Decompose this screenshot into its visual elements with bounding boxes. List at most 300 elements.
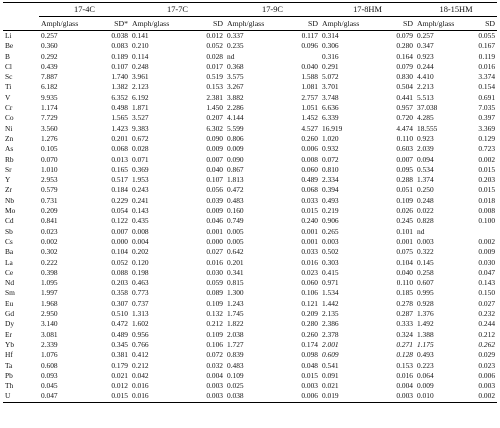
table-row (3, 144, 497, 154)
sd-value: 0.090 (206, 133, 223, 143)
sd-value: 0.068 (301, 185, 318, 195)
sd-value: 0.048 (301, 360, 318, 370)
sd-value: 0.307 (111, 298, 128, 308)
amph-glass-value: 2.001 (322, 339, 339, 349)
amph-glass-value: 5.513 (417, 92, 434, 102)
sd-value: 2.757 (301, 92, 318, 102)
amph-glass-value: 0.064 (417, 370, 434, 380)
table-row (3, 247, 497, 257)
sd-value: 1.450 (206, 103, 223, 113)
amph-glass-value: 0.314 (322, 31, 339, 40)
sd-value: 2.381 (206, 92, 223, 102)
sd-value: 1.051 (301, 103, 318, 113)
amph-glass-value: 0.303 (322, 257, 339, 267)
amph-glass-value: 0.291 (322, 61, 339, 71)
amph-glass-value: 0.028 (132, 144, 149, 154)
sd-header: SD (308, 19, 318, 28)
amph-glass-value: 1.813 (227, 175, 244, 185)
sd-value: 0.165 (111, 164, 128, 174)
sd-value: 4.527 (301, 123, 318, 133)
sd-value: 0.324 (396, 329, 414, 339)
amph-glass-value: 0.810 (322, 164, 339, 174)
sd-value: 0.271 (396, 339, 414, 349)
table-row (3, 309, 497, 319)
amph-glass-value: 1.953 (132, 175, 149, 185)
sd-value: 0.033 (301, 247, 318, 257)
amph-glass-value: 16.919 (322, 123, 343, 133)
table-row (3, 299, 497, 309)
sd-value: 0.229 (111, 195, 128, 205)
table-row (3, 82, 497, 92)
amph-glass-value: 4.144 (227, 113, 244, 123)
sd-value: 0.345 (111, 339, 128, 349)
sd-value: 0.107 (111, 61, 128, 71)
amph-glass-value: 0.316 (322, 51, 339, 61)
sd-value: 0.143 (478, 278, 496, 288)
sd-value: 0.030 (206, 267, 223, 277)
element-symbol: Y (5, 175, 11, 185)
table-row (3, 93, 497, 103)
amph-glass-value: nd (227, 51, 235, 61)
amph-glass-value: 0.243 (132, 185, 149, 195)
amph-glass-header: Amph/glass (227, 19, 265, 28)
element-symbol: Eu (5, 298, 14, 308)
sd-value: 0.117 (301, 31, 318, 40)
sd-value: 0.002 (454, 391, 497, 402)
table-row (3, 175, 497, 185)
sd-value: 0.153 (206, 82, 223, 92)
amph-glass-value: 0.995 (417, 288, 434, 298)
amph-glass-value: 5.599 (227, 123, 244, 133)
table-row (3, 278, 497, 288)
amph-glass-value: 0.766 (132, 339, 149, 349)
table-row (3, 155, 497, 165)
sd-value: 0.381 (111, 350, 128, 360)
element-symbol: Yb (5, 339, 15, 349)
sample-header-17-8HM: 17-8HM (320, 3, 415, 17)
sd-value: 0.489 (111, 329, 128, 339)
sd-value: 0.003 (301, 381, 318, 391)
amph-glass-value: 7.887 (41, 72, 58, 82)
amph-glass-value: nd (417, 226, 425, 236)
element-symbol: U (3, 391, 39, 402)
amph-glass-value: 0.415 (322, 267, 339, 277)
sd-value: 0.288 (396, 175, 414, 185)
amph-glass-value: 2.123 (132, 82, 149, 92)
sd-value: 0.358 (111, 288, 128, 298)
amph-glass-value: 0.008 (132, 226, 149, 236)
amph-glass-value: 0.091 (322, 370, 339, 380)
amph-glass-value: 0.502 (322, 247, 339, 257)
sd-value: 0.280 (396, 41, 414, 51)
element-symbol: Cd (5, 216, 14, 226)
sd-value: 0.016 (478, 61, 496, 71)
amph-glass-value: 0.141 (132, 31, 149, 40)
sd-value: 0.691 (478, 92, 496, 102)
element-symbol: Be (5, 41, 14, 51)
sd-value: 0.038 (111, 31, 128, 40)
element-symbol: Li (5, 31, 12, 40)
sd-value: 0.079 (396, 61, 414, 71)
table-row (3, 196, 497, 206)
sd-value: 0.203 (111, 278, 128, 288)
table-row (3, 165, 497, 175)
table-row (3, 381, 497, 391)
sd-value: 0.510 (111, 309, 128, 319)
amph-glass-value: 0.019 (320, 391, 372, 402)
amph-glass-value: 0.244 (417, 61, 434, 71)
sd-value: 0.179 (111, 360, 128, 370)
amph-glass-value: 3.527 (132, 113, 149, 123)
amph-glass-value: 0.737 (132, 298, 149, 308)
sd-value: 1.081 (301, 82, 318, 92)
element-symbol: Cl (5, 61, 12, 71)
sd-value: 0.003 (478, 381, 496, 391)
sd-value: 0.096 (301, 41, 318, 51)
element-symbol: Zn (5, 133, 14, 143)
sd-value: 0.232 (478, 309, 496, 319)
amph-glass-value: 2.039 (417, 144, 434, 154)
sd-value: 0.723 (478, 144, 496, 154)
amph-glass-value: 0.806 (227, 133, 244, 143)
sd-value: 0.184 (111, 185, 128, 195)
table-row (3, 185, 497, 195)
table-body (3, 31, 497, 403)
amph-glass-value: 1.727 (227, 339, 244, 349)
amph-glass-value: 5.072 (322, 72, 339, 82)
sd-header: SD (485, 19, 496, 28)
sd-value: 0.098 (301, 350, 318, 360)
amph-glass-value: 0.070 (41, 154, 58, 164)
sd-value: 0.154 (478, 82, 496, 92)
amph-glass-value: 0.956 (132, 329, 149, 339)
sd-value: 0.201 (111, 133, 128, 143)
sd-value: 0.060 (301, 278, 318, 288)
amph-glass-value: 0.439 (41, 61, 58, 71)
amph-glass-value: 2.286 (227, 103, 244, 113)
element-symbol: Ta (5, 360, 13, 370)
sd-value: 0.026 (396, 206, 414, 216)
sd-value: 0.441 (396, 92, 414, 102)
amph-glass-value: 7.729 (41, 113, 58, 123)
sd-value: 0.129 (478, 133, 496, 143)
sd-value: 0.121 (301, 298, 318, 308)
amph-glass-value: 1.243 (227, 298, 244, 308)
table-row (3, 124, 497, 134)
amph-glass-value: 1.968 (41, 298, 58, 308)
amph-glass-value: 0.010 (415, 391, 454, 402)
sd-value: 0.517 (111, 175, 128, 185)
amph-glass-value: 0.235 (227, 41, 244, 51)
amph-glass-value: 0.534 (417, 164, 434, 174)
sd-value: 0.519 (206, 72, 223, 82)
amph-glass-value: 0.828 (417, 216, 434, 226)
sd-value: 0.109 (396, 195, 414, 205)
amph-glass-value: 1.376 (417, 309, 434, 319)
amph-glass-value: 2.953 (41, 175, 58, 185)
sd-value: 0.472 (111, 319, 128, 329)
element-symbol: Er (5, 329, 12, 339)
amph-glass-value: 1.175 (417, 339, 434, 349)
sd-value: 0.122 (111, 216, 128, 226)
amph-glass-value: 0.472 (227, 185, 244, 195)
sd-value: 0.017 (206, 61, 223, 71)
sd-value: 0.107 (206, 175, 223, 185)
amph-glass-value: 0.250 (417, 185, 434, 195)
sd-value: 0.153 (396, 360, 414, 370)
sd-value: 0.109 (206, 329, 223, 339)
amph-glass-value: 2.950 (41, 309, 58, 319)
sd-value: 0.106 (206, 339, 223, 349)
sd-value: 0.720 (396, 113, 414, 123)
sd-value: 0.007 (206, 154, 223, 164)
element-subheader (3, 17, 39, 31)
amph-glass-value: 0.292 (41, 51, 58, 61)
sd-value: 3.369 (478, 123, 496, 133)
sd-value: 0.000 (111, 236, 128, 246)
table-row (3, 350, 497, 360)
sd-value: 0.040 (206, 164, 223, 174)
table-row (3, 134, 497, 144)
table-row (3, 206, 497, 216)
sd-value: 0.104 (111, 247, 128, 257)
sd-value: 0.189 (111, 51, 128, 61)
sd-value: 0.075 (396, 247, 414, 257)
sd-value: 0.132 (206, 309, 223, 319)
amph-glass-value: 6.192 (132, 92, 149, 102)
table-row (3, 361, 497, 371)
sd-value: 0.001 (206, 226, 223, 236)
amph-glass-value: 18.555 (417, 123, 438, 133)
amph-glass-value: 0.201 (227, 257, 244, 267)
element-symbol: Zr (5, 185, 12, 195)
sd-value: 0.957 (396, 103, 414, 113)
sd-value: 0.489 (301, 175, 318, 185)
element-symbol: Hf (5, 350, 13, 360)
amph-glass-value: 0.022 (417, 206, 434, 216)
sd-value: 0.001 (301, 226, 318, 236)
sd-value: 0.110 (396, 133, 414, 143)
sd-value: 0.830 (396, 72, 414, 82)
sd-value: 4.474 (396, 123, 414, 133)
amph-glass-value: 0.071 (132, 154, 149, 164)
amph-glass-value: 0.394 (322, 185, 339, 195)
amph-glass-value: 1.276 (41, 133, 58, 143)
amph-glass-value: 1.602 (132, 319, 149, 329)
sd-value: 0.056 (206, 185, 223, 195)
sd-value: 0.009 (478, 247, 496, 257)
amph-glass-value: 9.935 (41, 92, 58, 102)
amph-glass-header: Amph/glass (417, 19, 455, 28)
amph-glass-value: 0.212 (132, 360, 149, 370)
amph-glass-value: 0.906 (322, 216, 339, 226)
amph-glass-value: 6.339 (322, 113, 339, 123)
sd-value: 0.009 (206, 206, 223, 216)
sd-value: 1.423 (111, 123, 128, 133)
sd-value: 6.352 (111, 92, 128, 102)
sd-value: 0.088 (111, 267, 128, 277)
sd-value: 0.027 (206, 247, 223, 257)
amph-glass-value: 0.025 (227, 381, 244, 391)
amph-glass-value: 0.435 (132, 216, 149, 226)
sd-value: 0.015 (478, 185, 496, 195)
amph-glass-value: 0.306 (322, 41, 339, 51)
sd-header: SD (403, 19, 414, 28)
table-row (3, 258, 497, 268)
amph-glass-value: 1.374 (417, 175, 434, 185)
sd-value: 0.016 (301, 257, 318, 267)
amph-glass-value: 0.749 (227, 216, 244, 226)
amph-glass-value: 0.412 (132, 350, 149, 360)
amph-glass-value: 0.222 (41, 257, 58, 267)
amph-glass-value: 1.745 (227, 309, 244, 319)
sd-value: 0.174 (301, 339, 318, 349)
amph-glass-value: 0.109 (227, 370, 244, 380)
sd-value: 1.452 (301, 113, 318, 123)
sd-value (277, 52, 320, 62)
element-column-header (3, 3, 39, 17)
amph-glass-value: 0.841 (41, 216, 58, 226)
amph-glass-value: 3.961 (132, 72, 149, 82)
amph-glass-value: 0.145 (417, 257, 434, 267)
sd-value: 0.016 (206, 257, 223, 267)
sd-value: 3.374 (478, 72, 496, 82)
sd-value: 0.052 (111, 257, 128, 267)
amph-glass-value: 0.210 (132, 41, 149, 51)
sd-value: 0.007 (396, 154, 414, 164)
element-symbol: Cr (5, 103, 13, 113)
amph-glass-value: 0.090 (227, 154, 244, 164)
amph-glass-value: 0.002 (41, 236, 58, 246)
table-row (3, 330, 497, 340)
amph-glass-value: 0.202 (132, 247, 149, 257)
element-symbol: Sb (5, 226, 13, 236)
sd-value: 0.072 (206, 350, 223, 360)
sd-value: 0.052 (206, 41, 223, 51)
element-symbol: Dy (5, 319, 15, 329)
amph-glass-value: 2.038 (227, 329, 244, 339)
table-row (3, 340, 497, 350)
sd-value: 0.212 (478, 329, 496, 339)
amph-glass-value: 1.300 (227, 288, 244, 298)
amph-glass-value: 0.579 (41, 185, 58, 195)
sd-value: 0.021 (111, 370, 128, 380)
amph-glass-header: Amph/glass (41, 19, 79, 28)
amph-glass-value: 1.174 (41, 103, 58, 113)
sample-header-17-9C: 17-9C (225, 3, 320, 17)
sd-value: 1.565 (111, 113, 128, 123)
sd-value: 0.128 (396, 350, 414, 360)
sd-value: 0.006 (478, 370, 496, 380)
sd-value: 0.101 (396, 226, 414, 236)
amph-glass-value: 0.867 (227, 164, 244, 174)
sd-value: 0.008 (301, 154, 318, 164)
sd-value: 0.059 (206, 278, 223, 288)
amph-glass-value: 4.285 (417, 113, 434, 123)
amph-glass-value: 0.493 (322, 195, 339, 205)
element-symbol: Nb (5, 195, 15, 205)
element-symbol: Ce (5, 267, 14, 277)
subheader-row (3, 17, 497, 31)
amph-glass-value: 0.923 (417, 133, 434, 143)
amph-glass-value: 0.672 (132, 133, 149, 143)
amph-glass-value: 37.038 (417, 103, 438, 113)
amph-glass-value: 0.003 (417, 236, 434, 246)
amph-glass-value: 0.021 (322, 381, 339, 391)
sd-value: 0.240 (301, 216, 318, 226)
amph-glass-value: 0.016 (132, 381, 149, 391)
table-row (3, 103, 497, 113)
amph-glass-value: 0.932 (322, 144, 339, 154)
sd-value: 0.033 (301, 195, 318, 205)
element-symbol: Rb (5, 154, 14, 164)
sd-value: 0.287 (396, 309, 414, 319)
amph-glass-value: 0.093 (41, 370, 58, 380)
element-symbol: Ti (5, 82, 12, 92)
amph-glass-value: 1.442 (322, 298, 339, 308)
sd-value: 0.001 (396, 236, 414, 246)
table-row (3, 31, 497, 42)
sd-header: SD* (114, 19, 128, 28)
amph-glass-value: 2.213 (417, 82, 434, 92)
amph-glass-value: 0.241 (132, 195, 149, 205)
table-row (3, 371, 497, 381)
sd-value: 0.209 (301, 309, 318, 319)
sd-value: 0.003 (372, 391, 415, 402)
sd-value: 0.040 (396, 267, 414, 277)
amph-glass-value: 3.081 (41, 329, 58, 339)
amph-glass-value: 0.368 (227, 61, 244, 71)
amph-glass-value: 3.575 (227, 72, 244, 82)
amph-glass-value: 4.410 (417, 72, 434, 82)
sd-value: 0.397 (478, 113, 496, 123)
sd-value: 0.119 (478, 51, 496, 61)
sd-value: 0.046 (206, 216, 223, 226)
element-symbol: Ba (5, 247, 14, 257)
amph-glass-value: 2.334 (322, 175, 339, 185)
amph-glass-value: 0.541 (322, 360, 339, 370)
amph-glass-value: 0.047 (39, 391, 88, 402)
element-symbol: Cs (5, 236, 13, 246)
sd-value: 0.002 (478, 236, 496, 246)
sd-value: 0.018 (478, 195, 496, 205)
sd-value: 0.000 (206, 236, 223, 246)
sd-value: 0.012 (111, 381, 128, 391)
amph-glass-value: 0.341 (227, 267, 244, 277)
sd-value: 0.068 (111, 144, 128, 154)
element-symbol: La (5, 257, 13, 267)
sd-value: 0.203 (478, 175, 496, 185)
element-symbol: Nd (5, 278, 15, 288)
amph-glass-value: 0.042 (132, 370, 149, 380)
amph-glass-value: 3.560 (41, 123, 58, 133)
sd-value: 0.089 (206, 288, 223, 298)
sd-value (454, 227, 497, 237)
sd-value: 0.212 (206, 319, 223, 329)
sd-value: 0.262 (478, 339, 496, 349)
sd-value: 0.109 (206, 298, 223, 308)
sd-value: 0.185 (396, 288, 414, 298)
amph-glass-value: 0.398 (41, 267, 58, 277)
sd-value: 0.047 (478, 267, 496, 277)
sd-value: 0.333 (396, 319, 414, 329)
sd-value: 0.004 (396, 381, 414, 391)
sd-value: 0.013 (111, 154, 128, 164)
amph-glass-value: 0.265 (322, 226, 339, 236)
amph-glass-value: 0.257 (417, 31, 434, 40)
sd-value: 0.280 (301, 319, 318, 329)
amph-glass-value: 0.072 (322, 154, 339, 164)
